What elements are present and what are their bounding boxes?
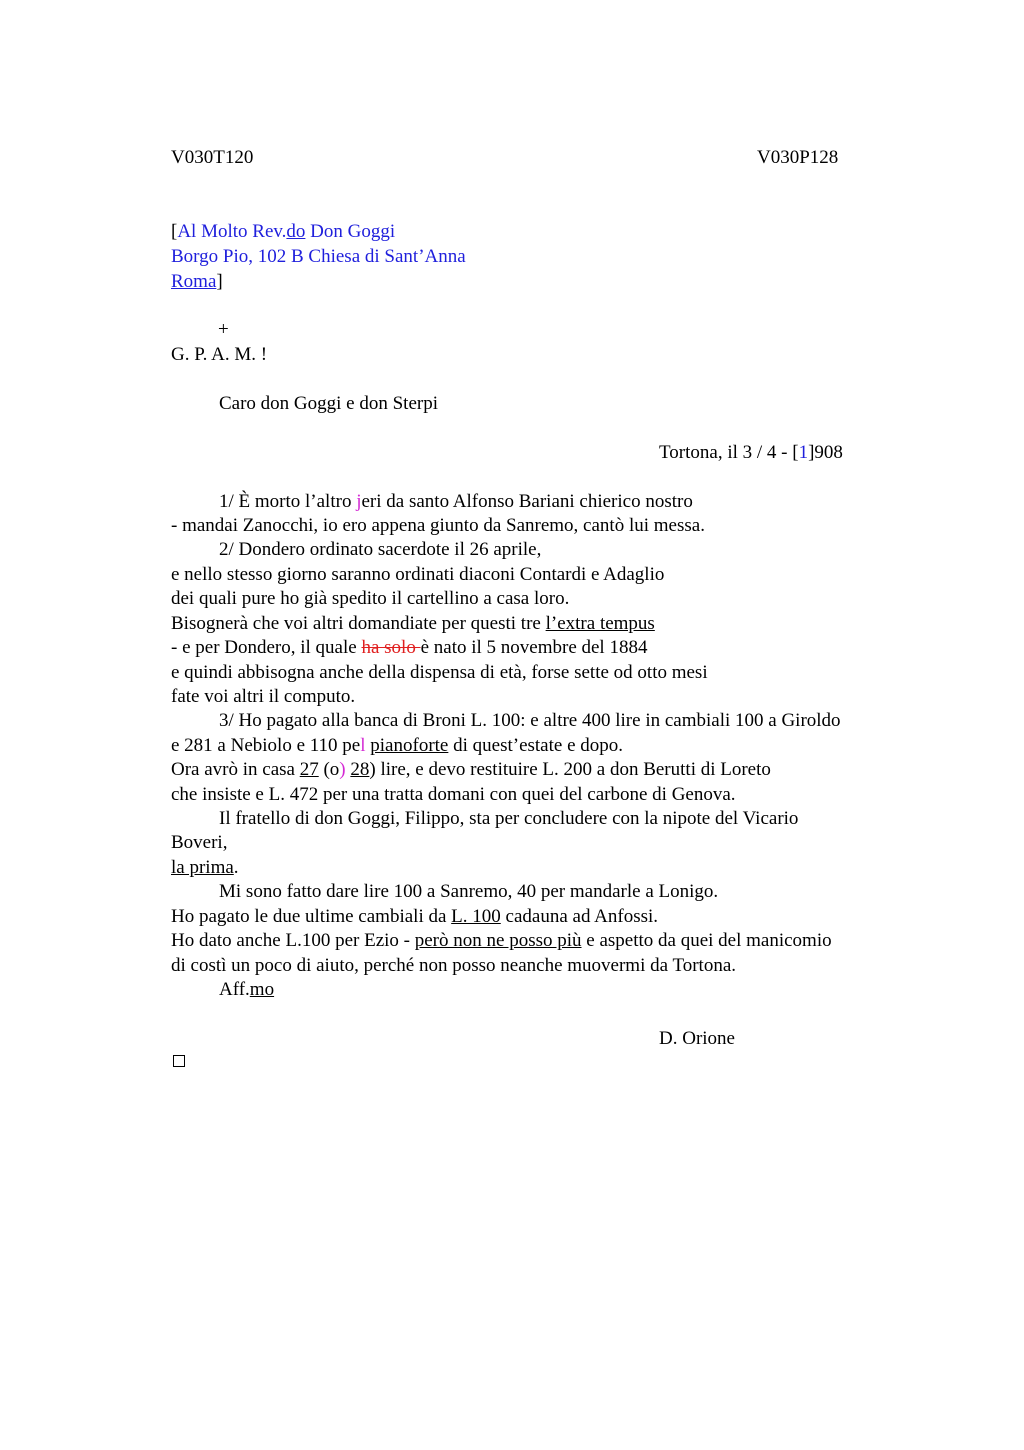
- correction-letter: j: [356, 491, 362, 512]
- correction-letter: l: [360, 735, 366, 756]
- text-span: Ora avrò in casa: [171, 759, 300, 780]
- address-line-3: Roma]: [171, 271, 223, 292]
- text-span: di quest’estate e dopo.: [448, 735, 624, 756]
- closing: [219, 978, 274, 1002]
- motto: G. P. A. M. !: [171, 344, 268, 365]
- body-line-5: dei quali pure ho già spedito il cartellino a casa loro.: [171, 588, 570, 609]
- body-line-16: [171, 856, 239, 880]
- body-line-8: e quindi abbisogna anche della dispensa di età, forse sette od otto mesi: [171, 662, 708, 683]
- body-line-1: [219, 490, 693, 514]
- text-span: - e per Dondero, il quale: [171, 637, 362, 658]
- text-span: .: [233, 857, 239, 878]
- text-span: cadauna ad Anfossi.: [500, 906, 659, 927]
- underlined-number: 28: [350, 759, 370, 780]
- underlined-number: 27: [299, 759, 319, 780]
- date-inserted-digit: 1: [798, 442, 809, 463]
- text-span: e aspetto da quei del manicomio: [581, 930, 832, 951]
- text-span: Ho dato anche L.100 per Ezio -: [171, 930, 415, 951]
- signature: D. Orione: [659, 1028, 735, 1049]
- text-span: eri da santo Alfonso Bariani chierico nostro: [361, 491, 693, 512]
- address-city: Roma: [171, 271, 217, 292]
- text-span: ) lire, e devo restituire L. 200 a don Berutti di Loreto: [369, 759, 771, 780]
- address-name-abbrev: do: [286, 221, 306, 242]
- body-line-9: fate voi altri il computo.: [171, 686, 356, 707]
- salutation: Caro don Goggi e don Sterpi: [219, 393, 439, 414]
- letter-date: [659, 441, 843, 465]
- underlined-phrase: però non ne posso più: [414, 930, 582, 951]
- address-line-2: Borgo Pio, 102 B Chiesa di Sant’Anna: [171, 246, 466, 267]
- body-line-18: [171, 905, 658, 929]
- underlined-phrase: la prima: [171, 857, 234, 878]
- body-line-4: e nello stesso giorno saranno ordinati diaconi Contardi e Adaglio: [171, 564, 665, 585]
- body-line-19: [171, 929, 832, 953]
- text-span: e 281 a Nebiolo e 110 pe: [171, 735, 361, 756]
- text-span: Ho pagato le due ultime cambiali da: [171, 906, 452, 927]
- correction-paren: ): [339, 759, 346, 780]
- body-line-13: che insiste e L. 472 per una tratta domani con quei del carbone di Genova.: [171, 784, 736, 805]
- underlined-amount: L. 100: [451, 906, 501, 927]
- text-span: (o: [318, 759, 340, 780]
- date-prefix: Tortona, il 3 / 4 - [: [659, 442, 799, 463]
- date-suffix: ]908: [808, 442, 843, 463]
- text-span: Aff.: [219, 979, 250, 1000]
- body-line-14: Il fratello di don Goggi, Filippo, sta per concludere con la nipote del Vicario: [219, 808, 799, 829]
- document-code-right: V030P128: [757, 147, 839, 168]
- deleted-text: ha solo: [361, 637, 421, 658]
- body-line-17: Mi sono fatto dare lire 100 a Sanremo, 40 per mandarle a Lonigo.: [219, 881, 719, 902]
- end-marker-box-icon: [173, 1055, 185, 1067]
- body-line-2: - mandai Zanocchi, io ero appena giunto da Sanremo, cantò lui messa.: [171, 515, 705, 536]
- underlined-phrase: pianoforte: [370, 735, 449, 756]
- document-code-left: V030T120: [171, 147, 254, 168]
- body-line-15: Boveri,: [171, 832, 228, 853]
- body-line-20: di costì un poco di aiuto, perché non posso neanche muovermi da Tortona.: [171, 955, 737, 976]
- body-line-7: [171, 636, 647, 660]
- cross-symbol: +: [218, 319, 229, 340]
- text-span: 1/ È morto l’altro: [219, 491, 357, 512]
- body-line-3: 2/ Dondero ordinato sacerdote il 26 aprile,: [219, 539, 542, 560]
- address-name-pre: Al Molto Rev.: [177, 221, 287, 242]
- body-line-11: [171, 734, 623, 758]
- address-line-1: [Al Molto Rev.do Don Goggi: [171, 221, 396, 242]
- closing-abbrev: mo: [249, 979, 275, 1000]
- body-line-6: [171, 612, 655, 636]
- text-span: Bisognerà che voi altri domandiate per questi tre: [171, 613, 546, 634]
- address-name-post: Don Goggi: [305, 221, 396, 242]
- body-line-12: [171, 758, 771, 782]
- underlined-phrase: l’extra tempus: [545, 613, 655, 634]
- body-line-10: 3/ Ho pagato alla banca di Broni L. 100: e altre 400 lire in cambiali 100 a Giroldo: [219, 710, 841, 731]
- text-span: è nato il 5 novembre del 1884: [420, 637, 648, 658]
